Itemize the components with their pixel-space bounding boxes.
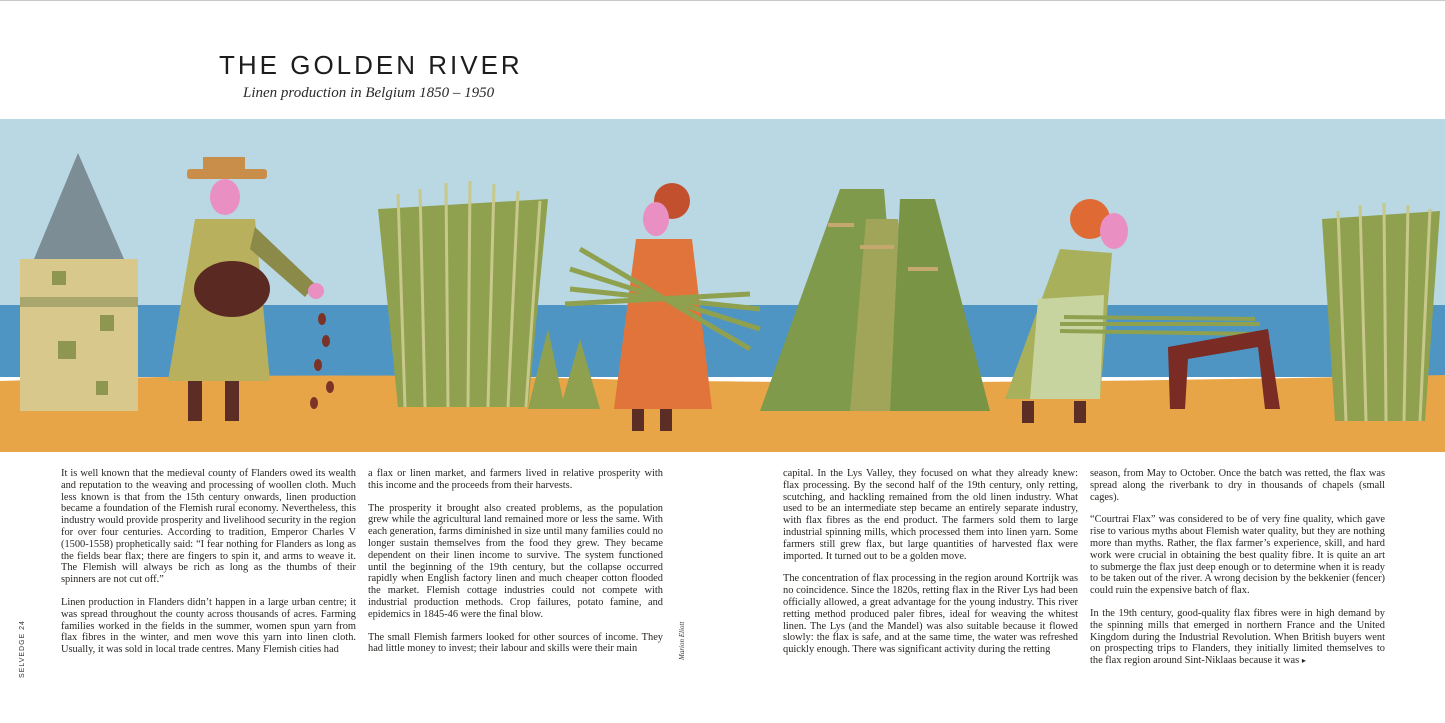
text-column-1	[61, 468, 356, 656]
paragraph-text: In the 19th century, good-quality flax fibres were in high demand by the spinning mills that emerged in northern France and the United Kingdom during the Industrial Revolution. When British buyers went on prospecting trips to Flanders, they initially limited themselves to the flax region around Sint-Niklaas because it was	[1090, 607, 1385, 667]
paragraph: capital. In the Lys Valley, they focused on what they already knew: flax processing. By the second half of the 19th century, only retting, scutching, and hackling remained from the old linen industry. What used to be an intermediate step became an entirely separate industry, with flax fibres as the end product. The farmers sold them to large industrial spinning mills, which processed them into linen yarn. Some farmers still grew flax, but large quantities of harvested flax were imported. It turned out to be a golden move.	[783, 468, 1078, 562]
flax-illustration	[0, 119, 1445, 452]
top-rule	[0, 0, 1445, 1]
text-column-2	[368, 468, 663, 655]
paragraph: a flax or linen market, and farmers lived in relative prosperity with this income and the proceeds from their harvests.	[368, 468, 663, 491]
text-column-3	[783, 468, 1078, 656]
article-title: THE GOLDEN RIVER	[219, 50, 523, 80]
text-column-4	[1090, 468, 1385, 667]
paragraph: season, from May to October. Once the batch was retted, the flax was spread along the riverbank to dry in thousands of chapels (small cages).	[1090, 468, 1385, 503]
illustration-banner	[0, 119, 1445, 452]
paragraph: Linen production in Flanders didn’t happen in a large urban centre; it was spread throughout the county across thousands of acres. Farming families worked in the fields in the summer, women spun yarn from flax fibres in the winter, and men wove this yarn into linen cloth. Usually, it was sold in local trade centres. Many Flemish cities had	[61, 596, 356, 656]
paragraph	[1090, 608, 1385, 667]
paragraph: It is well known that the medieval county of Flanders owed its wealth and reputation to the weaving and processing of woollen cloth. Much less known is that from the 15th century onwards, linen production became a foundation of the Flemish rural economy. Nevertheless, this industry would provide prosperity and livelihood security in the region for over four centuries. According to tradition, Emperor Charles V (1500-1558) prophetically said: “I fear nothing for Flanders as long as the fields bear flax; there are fingers to spin it, and arms to weave it. The Flemish will always be rich as long as the thumbs of their spinners are not cut off.”	[61, 468, 356, 586]
paragraph: The prosperity it brought also created problems, as the population grew while the agricultural land remained more or less the same. With each generation, farms diminished in size until many families could no longer sustain themselves from the food they grew. They became dependent on their linen income to survive. The system functioned until the beginning of the 19th century, but the collapse occurred rapidly when English factory linen and much cheaper cotton flooded the market. Flemish cottage industries could not compete with industrial production methods. Crop failures, potato famine, and epidemics in 1845-46 were the final blow.	[368, 502, 663, 620]
continue-arrow-icon: ▸	[1301, 656, 1306, 666]
ground	[0, 375, 1445, 452]
flax-clump-icon	[1322, 203, 1440, 421]
page-folio: SELVEDGE 24	[19, 620, 26, 678]
article-subtitle: Linen production in Belgium 1850 – 1950	[243, 85, 495, 101]
illustration-credit: Marion Eliott	[678, 621, 686, 660]
paragraph: The concentration of flax processing in the region around Kortrijk was no coincidence. Since the 1820s, retting flax in the River Lys had been officially allowed, a great advantage for the young industry. This river retting method produced paler fibres, ideal for weaving the whitest linen. The Lys (and the Mandel) was also suitable because it flowed slowly: the flax is safe, and at the same time, the water was refreshed quickly enough. There was significant activity during the retting	[783, 573, 1078, 656]
paragraph: “Courtrai Flax” was considered to be of very fine quality, which gave rise to various myths about Flemish water quality, but they are nothing more than myths. Rather, the flax farmer’s experience, skill, and hard work were crucial in obtaining the best quality fibre. It is quite an art to submerge the flax just deep enough or to determine when it is ready to be taken out of the river. A wrong decision by the bekkenier (fencer) could ruin the expensive batch of flax.	[1090, 514, 1385, 597]
paragraph: The small Flemish farmers looked for other sources of income. They had little money to invest; their labour and skills were their main	[368, 631, 663, 655]
